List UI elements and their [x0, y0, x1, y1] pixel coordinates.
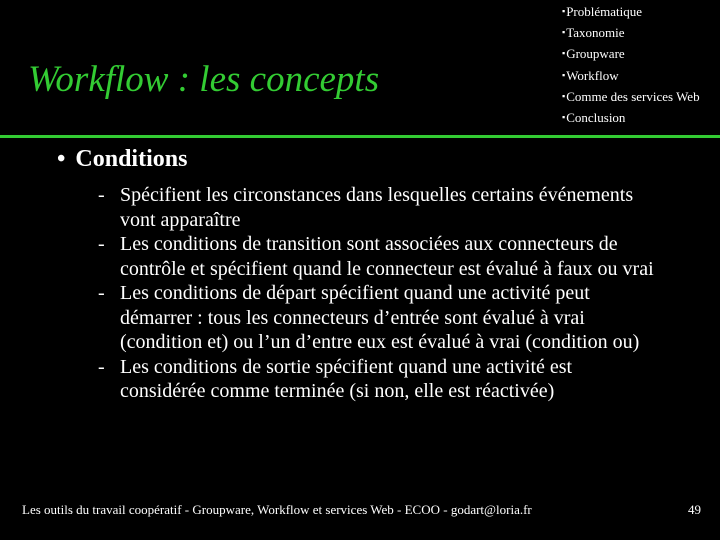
slide-title: Workflow : les concepts: [28, 59, 380, 100]
nav-item-problematique[interactable]: [562, 2, 700, 23]
section-heading-label: Conditions: [75, 146, 188, 172]
nav-item-label: Problématique: [566, 4, 643, 19]
square-bullet-icon: ▪: [562, 27, 566, 38]
outline-nav: [562, 2, 700, 129]
conditions-list: [98, 183, 658, 404]
square-bullet-icon: ▪: [562, 112, 566, 123]
list-item-text: Les conditions de départ spécifient quand une activité peut démarrer : tous les connecteurs d’entrée sont évalué à vrai (condition et) ou l’un d’entre eux est évalué à vrai (condition ou): [120, 282, 640, 353]
title-divider: [0, 135, 720, 138]
nav-item-label: Groupware: [566, 46, 625, 62]
dash-bullet-icon: -: [98, 282, 105, 304]
nav-item-conclusion[interactable]: [562, 108, 700, 129]
square-bullet-icon: ▪: [562, 6, 566, 16]
section-heading: [57, 146, 187, 173]
nav-item-groupware[interactable]: [562, 44, 700, 65]
list-item: [98, 281, 658, 355]
list-item: [98, 232, 658, 281]
list-item: [98, 183, 658, 232]
slide-footer: Les outils du travail coopératif - Groupware, Workflow et services Web - ECOO - godart@loria.fr: [22, 502, 532, 517]
page-number: 49: [688, 502, 701, 517]
square-bullet-icon: ▪: [562, 48, 566, 59]
nav-item-label: Comme des services Web: [566, 88, 700, 104]
dash-bullet-icon: -: [98, 233, 105, 255]
square-bullet-icon: ▪: [562, 90, 566, 101]
list-item-text: Les conditions de transition sont associées aux connecteurs de contrôle et spécifient quand le connecteur est évalué à faux ou vrai: [120, 233, 654, 280]
dash-bullet-icon: -: [98, 355, 105, 378]
round-bullet-icon: •: [57, 146, 66, 172]
list-item-text: Les conditions de sortie spécifient quand une activité est considérée comme terminée (si non, elle est réactivée): [120, 355, 573, 402]
nav-item-label: Taxonomie: [566, 25, 625, 41]
nav-item-taxonomie[interactable]: [562, 23, 700, 44]
square-bullet-icon: ▪: [562, 69, 566, 80]
nav-item-services-web[interactable]: [562, 87, 700, 108]
list-item-text: Spécifient les circonstances dans lesquelles certains événements vont apparaître: [120, 184, 634, 231]
nav-item-workflow[interactable]: [562, 66, 700, 87]
list-item: [98, 355, 658, 404]
nav-item-label: Conclusion: [566, 110, 626, 126]
dash-bullet-icon: -: [98, 184, 105, 206]
nav-item-label: Workflow: [566, 67, 619, 83]
